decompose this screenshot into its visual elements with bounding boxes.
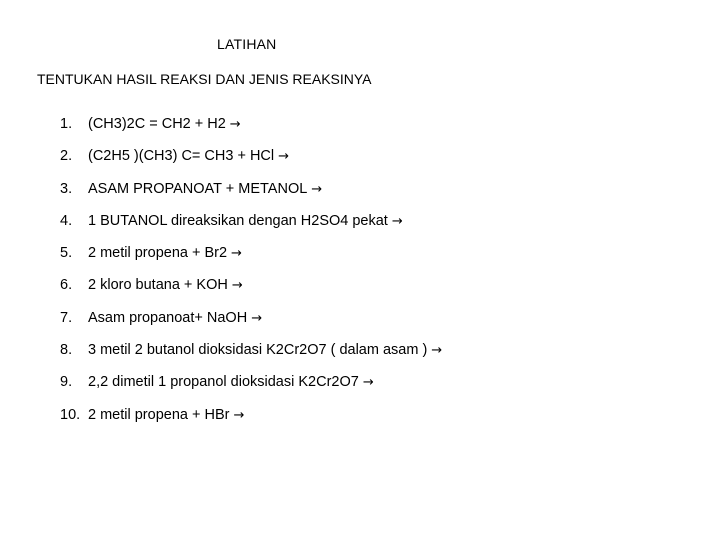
arrow-right-icon: → bbox=[231, 278, 243, 294]
item-number: 10. bbox=[60, 406, 81, 423]
arrow-right-icon: → bbox=[431, 343, 443, 359]
item-number: 9. bbox=[60, 374, 73, 391]
slide-title: LATIHAN bbox=[217, 36, 277, 52]
list-item bbox=[60, 310, 442, 342]
item-number: 2. bbox=[60, 148, 73, 165]
arrow-right-icon: → bbox=[391, 213, 403, 229]
item-text: (CH3)2C = CH2 + H2 bbox=[88, 116, 226, 132]
list-item bbox=[60, 245, 442, 277]
item-number: 1. bbox=[60, 116, 73, 132]
item-number: 3. bbox=[60, 180, 73, 197]
item-number: 6. bbox=[60, 277, 73, 294]
item-number: 5. bbox=[60, 245, 73, 262]
item-number: 7. bbox=[60, 309, 73, 326]
list-item bbox=[60, 148, 442, 180]
list-item bbox=[60, 407, 442, 439]
item-text: 2 metil propena + HBr bbox=[88, 406, 230, 423]
arrow-right-icon: → bbox=[251, 310, 263, 326]
item-text: 2 metil propena + Br2 bbox=[88, 245, 228, 262]
item-number: 4. bbox=[60, 212, 73, 229]
list-item bbox=[60, 342, 442, 374]
instruction-text: TENTUKAN HASIL REAKSI DAN JENIS REAKSINYA bbox=[37, 71, 372, 87]
arrow-right-icon: → bbox=[311, 181, 323, 197]
item-text: 3 metil 2 butanol dioksidasi K2Cr2O7 ( dalam asam ) bbox=[88, 342, 428, 359]
exercise-list bbox=[60, 116, 442, 439]
list-item bbox=[60, 116, 442, 148]
item-text: 2,2 dimetil 1 propanol dioksidasi K2Cr2O7 bbox=[88, 374, 359, 391]
arrow-right-icon: → bbox=[229, 117, 241, 132]
arrow-right-icon: → bbox=[278, 149, 290, 165]
arrow-right-icon: → bbox=[233, 407, 245, 423]
item-text: ASAM PROPANOAT + METANOL bbox=[88, 180, 308, 197]
item-number: 8. bbox=[60, 342, 73, 359]
list-item bbox=[60, 277, 442, 309]
arrow-right-icon: → bbox=[362, 375, 374, 391]
item-text: 2 kloro butana + KOH bbox=[88, 277, 228, 294]
item-text: Asam propanoat+ NaOH bbox=[88, 309, 248, 326]
list-item bbox=[60, 181, 442, 213]
list-item bbox=[60, 213, 442, 245]
item-text: (C2H5 )(CH3) C= CH3 + HCl bbox=[88, 148, 275, 165]
arrow-right-icon: → bbox=[231, 246, 242, 262]
list-item bbox=[60, 374, 442, 406]
item-text: 1 BUTANOL direaksikan dengan H2SO4 pekat bbox=[88, 212, 388, 229]
